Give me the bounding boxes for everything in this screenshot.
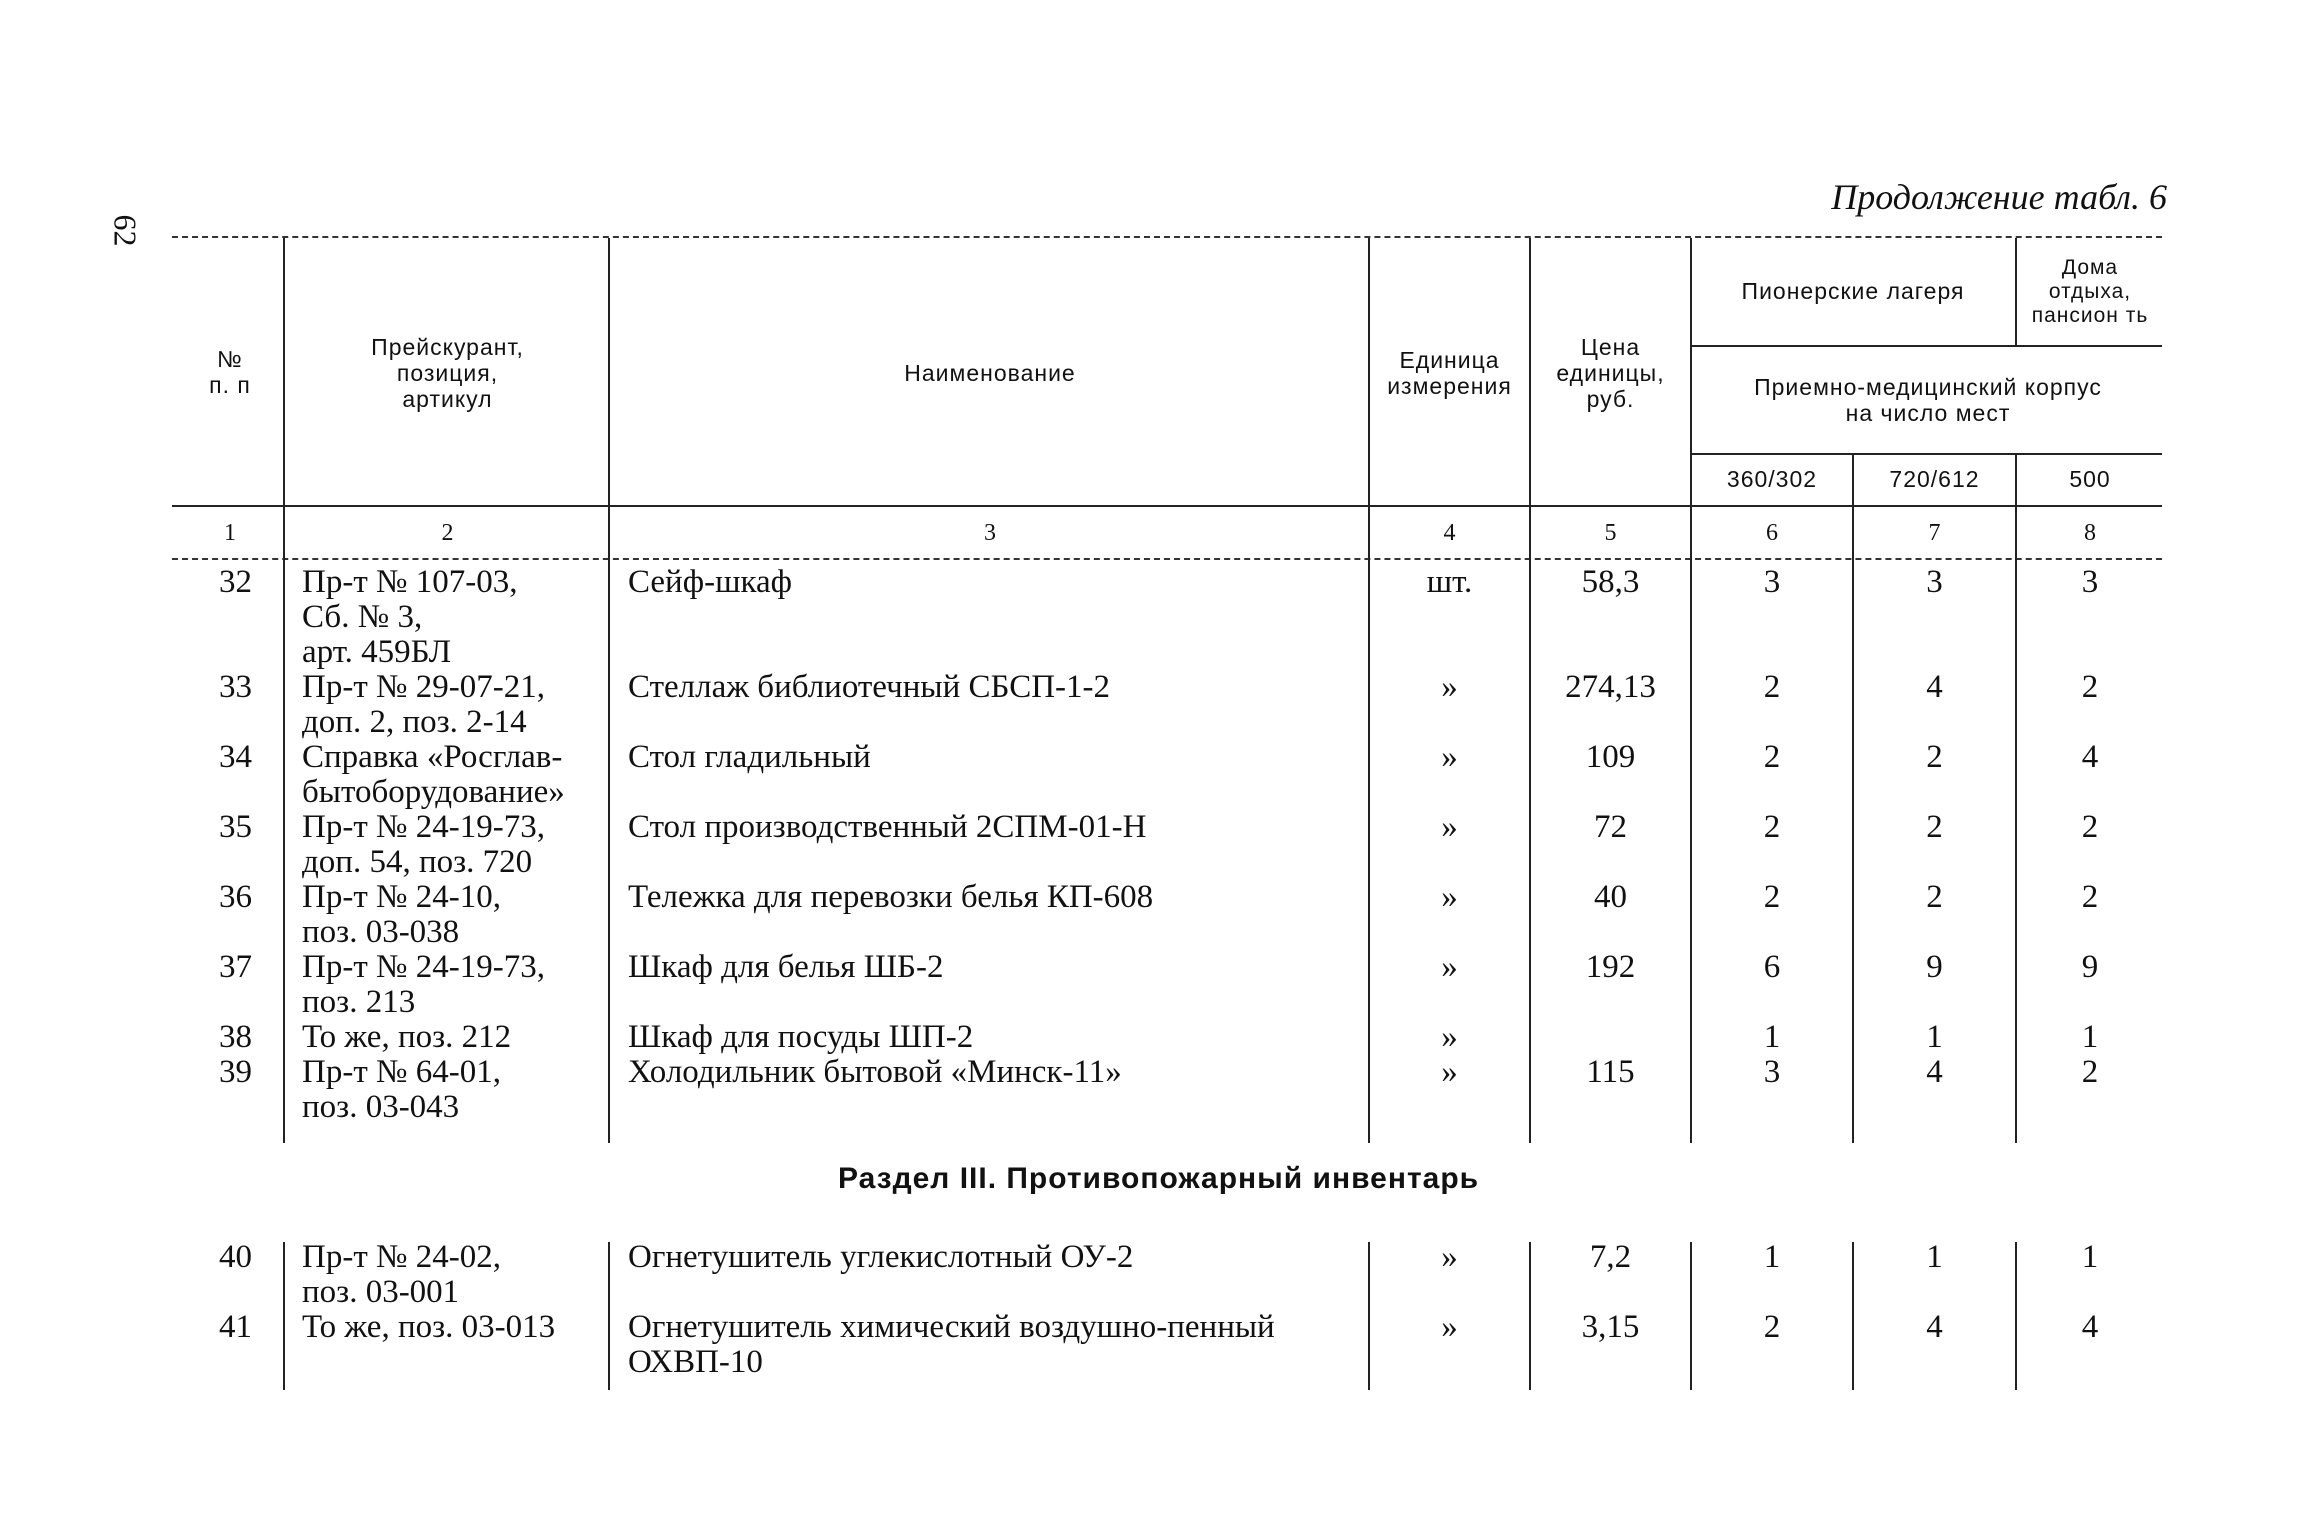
row-qty-360: 2 <box>1763 879 1781 915</box>
row-qty-360: 2 <box>1763 809 1781 845</box>
column-divider-6 <box>1852 455 1854 1143</box>
row-unit: » <box>1441 739 1458 775</box>
row-qty-500: 9 <box>2081 949 2099 985</box>
row-price-list-ref: арт. 459БЛ <box>302 634 452 670</box>
row-unit: » <box>1441 1239 1458 1275</box>
row-qty-500: 2 <box>2081 809 2099 845</box>
row-price-list-ref: бытоборудование» <box>302 774 565 810</box>
row-item-name: Стеллаж библиотечный СБСП-1-2 <box>628 669 1111 705</box>
capacity-header-rule <box>1690 453 2162 455</box>
row-qty-360: 3 <box>1763 1054 1781 1090</box>
row-qty-500: 2 <box>2081 669 2099 705</box>
header-price: Цена единицы, руб. <box>1556 334 1665 412</box>
header-bottom-rule <box>172 505 2162 507</box>
row-qty-500: 2 <box>2081 879 2099 915</box>
header-price-list: Прейскурант, позиция, артикул <box>371 334 524 412</box>
column-number: 4 <box>1443 520 1456 546</box>
row-unit: » <box>1441 809 1458 845</box>
row-qty-720: 4 <box>1926 669 1943 705</box>
header-rest-houses: Дома отдыха, пансион ть <box>2031 256 2149 327</box>
row-item-name: Стол гладильный <box>628 739 871 775</box>
row-price-list-ref: То же, поз. 212 <box>302 1019 512 1055</box>
row-qty-360: 6 <box>1763 949 1781 985</box>
row-price-list-ref: поз. 03-038 <box>302 914 460 950</box>
column-number: 2 <box>441 520 454 546</box>
row-price-list-ref: Пр-т № 107-03, <box>302 564 518 600</box>
row-unit: » <box>1441 669 1458 705</box>
section-divider-4 <box>1529 1242 1531 1390</box>
row-item-name: Стол производственный 2СПМ-01-Н <box>628 809 1147 845</box>
row-price: 40 <box>1594 879 1627 915</box>
row-qty-720: 3 <box>1926 564 1943 600</box>
row-qty-500: 1 <box>2081 1239 2099 1275</box>
column-divider-1 <box>283 238 285 1143</box>
row-item-name: Холодильник бытовой «Минск-11» <box>628 1054 1122 1090</box>
row-qty-720: 9 <box>1926 949 1943 985</box>
row-price: 274,13 <box>1565 669 1656 705</box>
column-divider-7b <box>2015 455 2017 1143</box>
row-qty-720: 4 <box>1926 1309 1943 1345</box>
row-number: 37 <box>219 949 252 985</box>
row-number: 34 <box>219 739 252 775</box>
row-number: 41 <box>219 1309 252 1345</box>
table-top-rule <box>172 236 2162 238</box>
header-name: Наименование <box>904 360 1076 386</box>
row-price-list-ref: поз. 213 <box>302 984 416 1020</box>
row-price: 58,3 <box>1581 564 1640 600</box>
row-price-list-ref: Пр-т № 24-19-73, <box>302 809 545 845</box>
row-unit: » <box>1441 1054 1458 1090</box>
header-no: № п. п <box>209 346 251 398</box>
header-reception-building: Приемно-медицинский корпус на число мест <box>1754 374 2102 426</box>
row-unit: шт. <box>1426 564 1473 600</box>
row-number: 38 <box>219 1019 252 1055</box>
row-item-name: Шкаф для белья ШБ-2 <box>628 949 944 985</box>
row-price-list-ref: поз. 03-001 <box>302 1274 460 1310</box>
row-item-name: ОХВП-10 <box>628 1344 763 1380</box>
column-divider-7a <box>2015 238 2017 346</box>
row-unit: » <box>1441 1019 1458 1055</box>
row-qty-500: 3 <box>2081 564 2099 600</box>
row-price-list-ref: доп. 2, поз. 2-14 <box>302 704 527 740</box>
row-item-name: Тележка для перевозки белья КП-608 <box>628 879 1154 915</box>
section-divider-2 <box>608 1242 610 1390</box>
row-unit: » <box>1441 879 1458 915</box>
row-qty-720: 2 <box>1926 879 1943 915</box>
row-qty-360: 2 <box>1763 669 1781 705</box>
row-number: 33 <box>219 669 252 705</box>
section-divider-3 <box>1368 1242 1370 1390</box>
row-item-name: Огнетушитель углекислотный ОУ-2 <box>628 1239 1134 1275</box>
row-qty-720: 4 <box>1926 1054 1943 1090</box>
row-unit: » <box>1441 949 1458 985</box>
row-price-list-ref: Пр-т № 64-01, <box>302 1054 501 1090</box>
row-qty-360: 1 <box>1763 1239 1781 1275</box>
row-price: 72 <box>1594 809 1627 845</box>
column-divider-4 <box>1529 238 1531 1143</box>
section-divider-6 <box>1852 1242 1854 1390</box>
row-number: 40 <box>219 1239 252 1275</box>
column-number: 1 <box>224 520 236 546</box>
column-number: 5 <box>1604 520 1617 546</box>
section-divider-5 <box>1690 1242 1692 1390</box>
row-qty-360: 2 <box>1763 739 1781 775</box>
row-price: 3,15 <box>1581 1309 1640 1345</box>
column-number-rule <box>172 558 2162 560</box>
row-price-list-ref: Справка «Росглав- <box>302 739 563 775</box>
row-price-list-ref: Пр-т № 24-19-73, <box>302 949 545 985</box>
row-item-name: Сейф-шкаф <box>628 564 793 600</box>
column-number: 8 <box>2084 520 2096 546</box>
row-price: 192 <box>1585 949 1636 985</box>
row-qty-720: 2 <box>1926 739 1943 775</box>
row-qty-360: 2 <box>1763 1309 1781 1345</box>
row-unit: » <box>1441 1309 1458 1345</box>
row-qty-720: 2 <box>1926 809 1943 845</box>
row-item-name: Огнетушитель химический воздушно-пенный <box>628 1309 1275 1345</box>
row-price: 115 <box>1586 1054 1635 1090</box>
header-unit: Единица измерения <box>1387 347 1512 399</box>
page-number: 62 <box>107 214 144 247</box>
column-number: 3 <box>984 520 996 546</box>
row-qty-500: 4 <box>2081 739 2099 775</box>
row-price-list-ref: Сб. № 3, <box>302 599 423 635</box>
row-qty-720: 1 <box>1926 1019 1943 1055</box>
row-qty-360: 3 <box>1763 564 1781 600</box>
row-number: 39 <box>219 1054 252 1090</box>
section-divider-7 <box>2015 1242 2017 1390</box>
column-divider-3 <box>1368 238 1370 1143</box>
column-number: 6 <box>1766 520 1778 546</box>
row-qty-500: 1 <box>2081 1019 2099 1055</box>
section-title: Раздел III. Противопожарный инвентарь <box>838 1162 1480 1195</box>
header-capacity-720: 720/612 <box>1889 466 1980 492</box>
row-price-list-ref: Пр-т № 29-07-21, <box>302 669 545 705</box>
row-item-name: Шкаф для посуды ШП-2 <box>628 1019 974 1055</box>
column-divider-2 <box>608 238 610 1143</box>
header-capacity-360: 360/302 <box>1726 466 1818 492</box>
group-header-rule <box>1690 345 2162 347</box>
header-pioneer-camps: Пионерские лагеря <box>1741 278 1965 304</box>
row-qty-360: 1 <box>1763 1019 1781 1055</box>
row-price-list-ref: доп. 54, поз. 720 <box>302 844 533 880</box>
row-qty-720: 1 <box>1926 1239 1943 1275</box>
section-divider-1 <box>283 1242 285 1390</box>
row-number: 36 <box>219 879 252 915</box>
row-price-list-ref: Пр-т № 24-02, <box>302 1239 501 1275</box>
row-price-list-ref: То же, поз. 03-013 <box>302 1309 556 1345</box>
row-number: 35 <box>219 809 252 845</box>
column-divider-5 <box>1690 238 1692 1143</box>
column-number: 7 <box>1928 520 1941 546</box>
row-qty-500: 4 <box>2081 1309 2099 1345</box>
row-qty-500: 2 <box>2081 1054 2099 1090</box>
row-number: 32 <box>219 564 252 600</box>
row-price-list-ref: поз. 03-043 <box>302 1089 460 1125</box>
row-price: 7,2 <box>1589 1239 1632 1275</box>
row-price-list-ref: Пр-т № 24-10, <box>302 879 501 915</box>
row-price: 109 <box>1585 739 1636 775</box>
header-capacity-500: 500 <box>2069 466 2111 492</box>
table-caption: Продолжение табл. 6 <box>1831 177 2167 217</box>
